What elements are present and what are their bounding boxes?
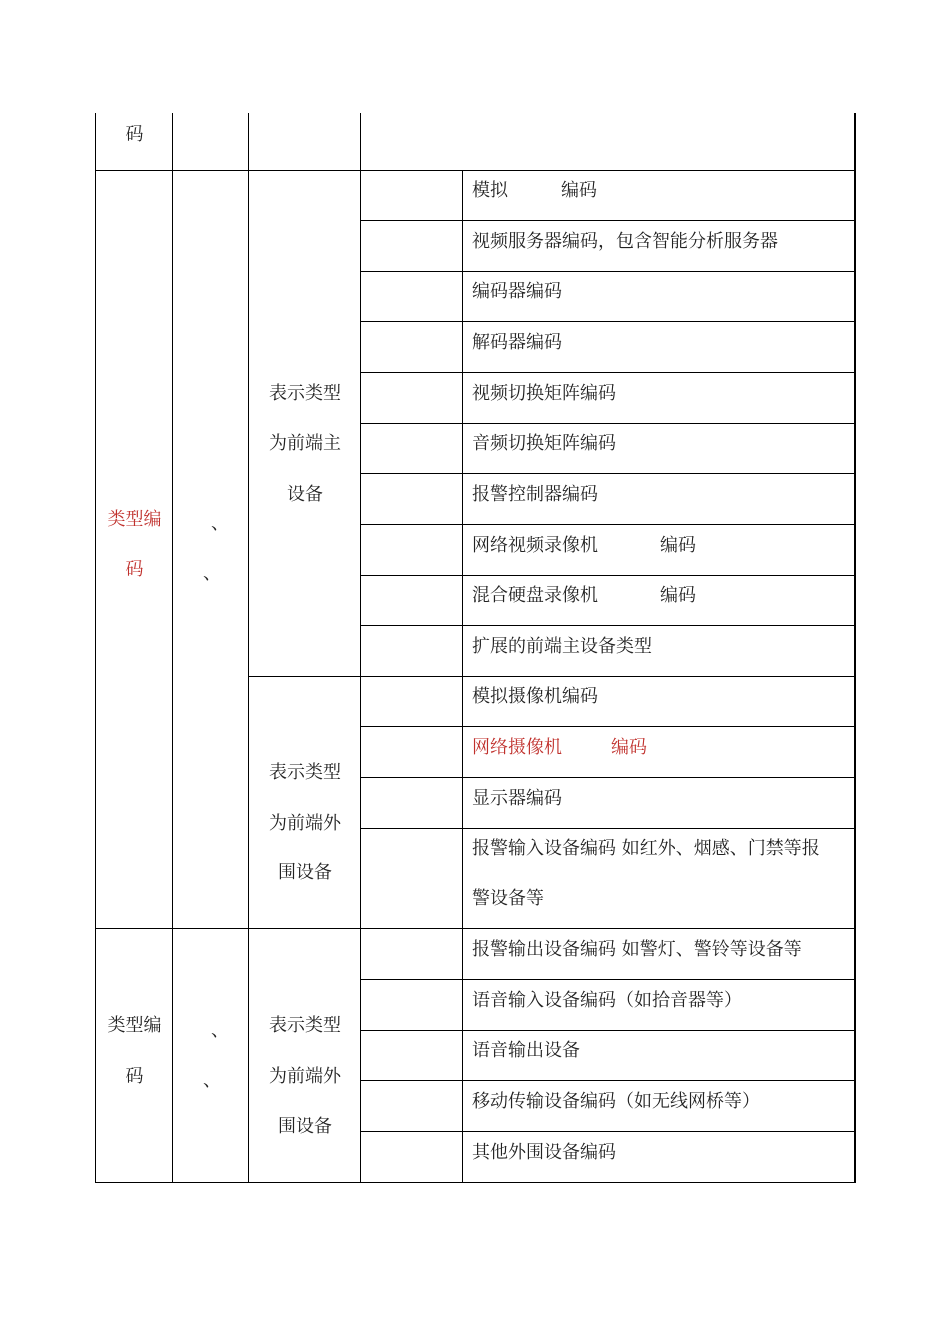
- table-row: 视频服务器编码，包含智能分析服务器: [472, 231, 778, 252]
- table-row: 语音输入设备编码（如拾音器等）: [472, 990, 742, 1011]
- table-row-highlight: 网络摄像机: [472, 737, 562, 758]
- group-peripheral-device-label: 表示类型: [269, 762, 341, 783]
- section1-mark: 、: [211, 513, 229, 534]
- grid-hline: [360, 220, 856, 221]
- section2-mark: 、: [211, 1020, 229, 1041]
- section2-type-code-label-cont: 码: [125, 1066, 144, 1087]
- section1-mark: 、: [203, 563, 221, 584]
- table-row: 模拟: [472, 180, 508, 201]
- grid-hline: [360, 625, 856, 626]
- table-row: 语音输出设备: [472, 1040, 580, 1061]
- top-row-code-label: 码: [125, 124, 144, 145]
- table-row-cont: 警设备等: [472, 888, 544, 909]
- grid-hline: [360, 271, 856, 272]
- table-row: 编码器编码: [472, 281, 562, 302]
- grid-hline: [360, 524, 856, 525]
- grid-hline: [360, 473, 856, 474]
- table-row-suffix-highlight: 编码: [611, 737, 647, 758]
- section1-type-code-label: 类型编: [107, 509, 162, 530]
- group-main-device-label: 为前端主: [269, 433, 341, 454]
- table-row: 报警控制器编码: [472, 484, 598, 505]
- grid-hline: [95, 1182, 856, 1183]
- grid-hline: [248, 676, 856, 677]
- section2-mark: 、: [203, 1070, 221, 1091]
- table-row: 报警输入设备编码 如红外、烟感、门禁等报: [472, 838, 820, 859]
- group-main-device-label: 表示类型: [269, 383, 341, 404]
- group-peripheral-device-label: 为前端外: [269, 813, 341, 834]
- group-peripheral-device-label: 表示类型: [269, 1015, 341, 1036]
- section1-type-code-label-cont: 码: [125, 559, 144, 580]
- grid-hline: [360, 828, 856, 829]
- table-row-suffix: 编码: [660, 585, 696, 606]
- grid-hline: [360, 423, 856, 424]
- table-row: 混合硬盘录像机: [472, 585, 598, 606]
- grid-hline: [360, 979, 856, 980]
- table-row: 网络视频录像机: [472, 535, 598, 556]
- grid-hline: [360, 726, 856, 727]
- table-row-suffix: 编码: [561, 180, 597, 201]
- group-peripheral-device-label: 围设备: [278, 862, 332, 883]
- table-row: 报警输出设备编码 如警灯、警铃等设备等: [472, 939, 802, 960]
- table-row: 音频切换矩阵编码: [472, 433, 616, 454]
- grid-vline-right: [854, 113, 856, 1183]
- grid-hline: [360, 777, 856, 778]
- grid-hline: [360, 1030, 856, 1031]
- table-row: 视频切换矩阵编码: [472, 383, 616, 404]
- grid-hline: [360, 372, 856, 373]
- grid-hline: [95, 928, 856, 929]
- grid-hline: [360, 1131, 856, 1132]
- table-row-suffix: 编码: [660, 535, 696, 556]
- table-row: 扩展的前端主设备类型: [472, 636, 652, 657]
- table-row: 解码器编码: [472, 332, 562, 353]
- section2-type-code-label: 类型编: [107, 1015, 162, 1036]
- grid-hline: [360, 1080, 856, 1081]
- table-row: 模拟摄像机编码: [472, 686, 598, 707]
- grid-hline: [95, 170, 856, 171]
- group-peripheral-device-label: 为前端外: [269, 1066, 341, 1087]
- table-row: 其他外围设备编码: [472, 1142, 616, 1163]
- group-peripheral-device-label: 围设备: [278, 1116, 332, 1137]
- group-main-device-label: 设备: [287, 484, 323, 505]
- table-row: 显示器编码: [472, 788, 562, 809]
- grid-hline: [360, 321, 856, 322]
- grid-hline: [360, 575, 856, 576]
- table-row: 移动传输设备编码（如无线网桥等）: [472, 1091, 760, 1112]
